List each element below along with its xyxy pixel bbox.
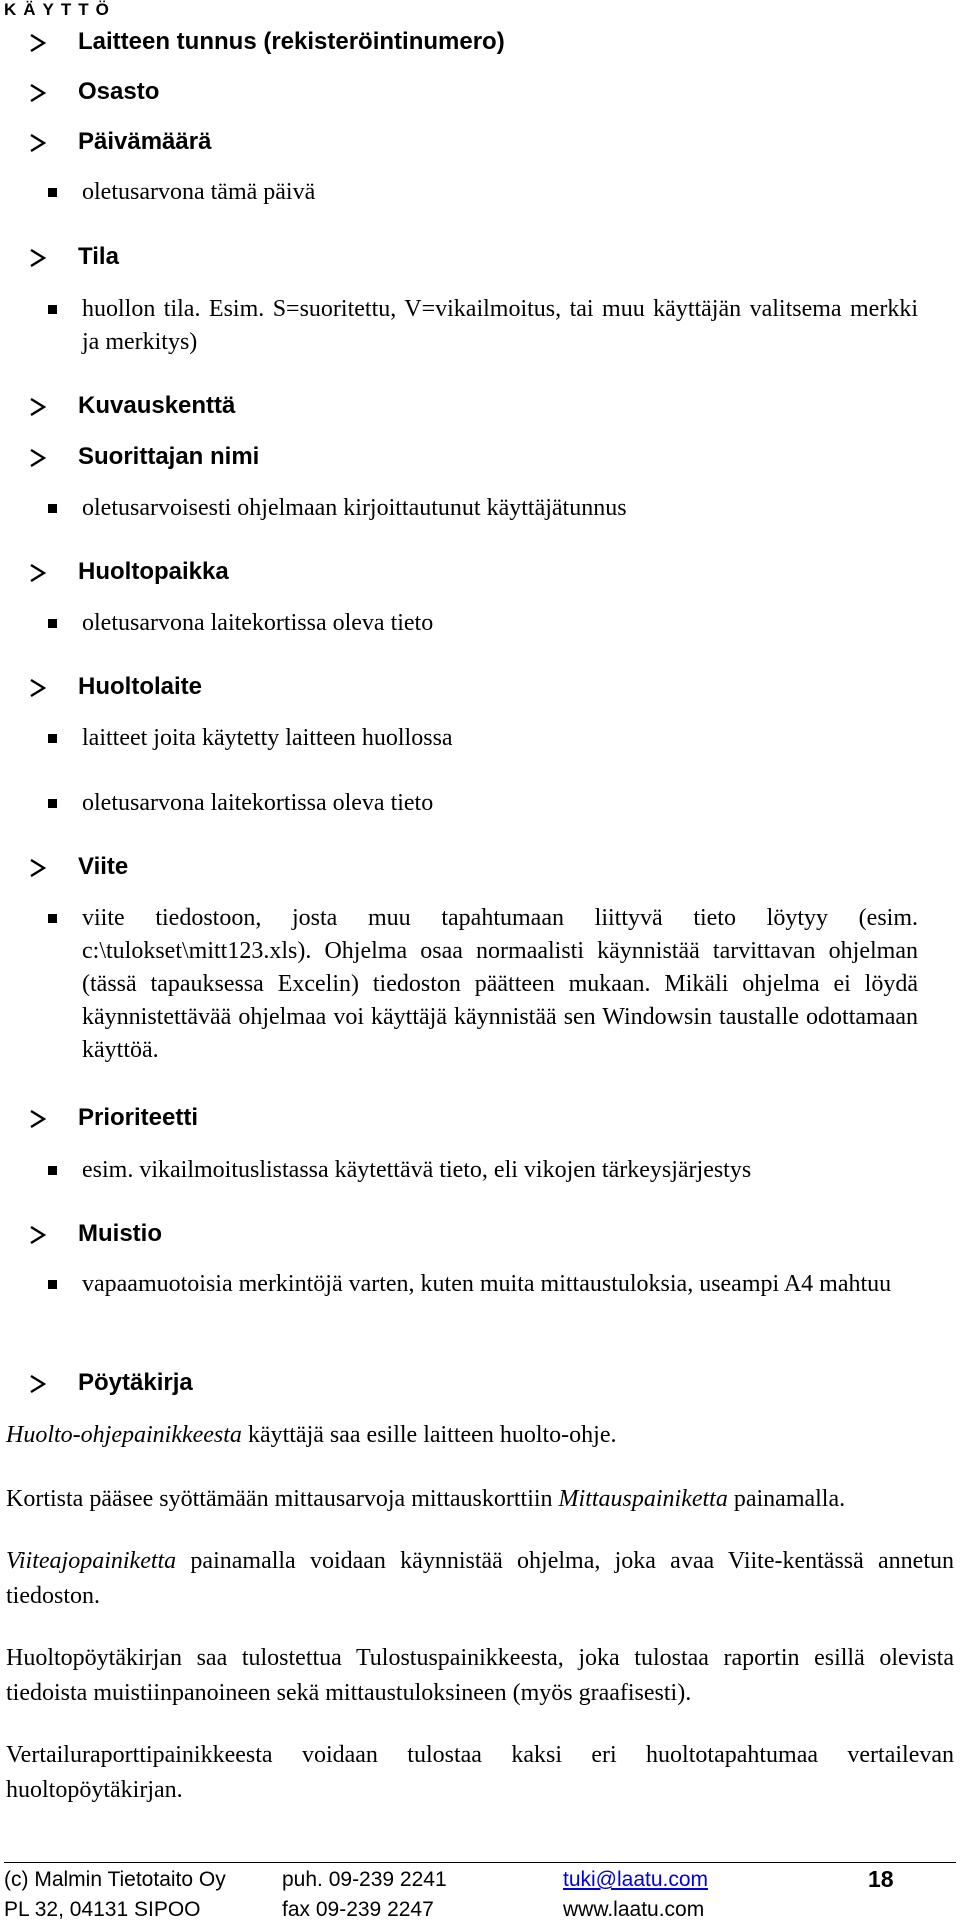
section-heading: Huoltolaite <box>30 673 202 701</box>
arrow-bullet-icon <box>30 443 60 471</box>
section-heading: Osasto <box>30 78 159 106</box>
footer-phone: puh. 09-239 2241 <box>282 1868 447 1891</box>
arrow-bullet-icon <box>30 1369 60 1397</box>
paragraph-tulostus: Huoltopöytäkirjan saa tulostettua Tulostuspainikkeesta, joka tulostaa raportin esillä olevista tiedoista muistiinpanoineen sekä mittaustuloksineen (myös graafisesti). <box>6 1645 954 1706</box>
arrow-bullet-icon <box>30 1104 60 1132</box>
square-bullet-icon <box>48 504 57 513</box>
page-number: 18 <box>868 1866 894 1892</box>
section-heading: Laitteen tunnus (rekisteröintinumero) <box>30 28 505 56</box>
square-bullet-icon <box>48 305 57 314</box>
section-heading: Suorittajan nimi <box>30 443 259 471</box>
paragraph-mittaus: Kortista pääsee syöttämään mittausarvoja mittauskorttiin Mittauspainiketta painamalla. <box>6 1486 846 1512</box>
footer-company: (c) Malmin Tietotaito Oy <box>4 1868 226 1891</box>
list-item: vapaamuotoisia merkintöjä varten, kuten muita mittaustuloksia, useampi A4 mahtuu <box>48 1268 918 1301</box>
list-item: oletusarvona tämä päivä <box>48 176 918 209</box>
paragraph-viiteajo: Viiteajopainiketta painamalla voidaan käynnistää ohjelma, joka avaa Viite-kentässä annetun tiedoston. <box>6 1548 954 1609</box>
page-header-label: KÄYTTÖ <box>4 0 116 19</box>
list-item: oletusarvoisesti ohjelmaan kirjoittautunut käyttäjätunnus <box>48 492 918 525</box>
arrow-bullet-icon <box>30 853 60 881</box>
list-item: oletusarvona laitekortissa oleva tieto <box>48 787 918 820</box>
square-bullet-icon <box>48 734 57 743</box>
arrow-bullet-icon <box>30 392 60 420</box>
paragraph-huolto-ohje: Huolto-ohjepainikkeesta käyttäjä saa esille laitteen huolto-ohje. <box>6 1422 617 1448</box>
square-bullet-icon <box>48 799 57 808</box>
section-heading: Päivämäärä <box>30 128 211 156</box>
arrow-bullet-icon <box>30 243 60 271</box>
footer-address: PL 32, 04131 SIPOO <box>4 1898 201 1921</box>
footer-website: www.laatu.com <box>563 1898 705 1921</box>
section-heading: Pöytäkirja <box>30 1369 193 1397</box>
section-heading: Tila <box>30 243 119 271</box>
square-bullet-icon <box>48 619 57 628</box>
section-heading: Huoltopaikka <box>30 558 229 586</box>
square-bullet-icon <box>48 188 57 197</box>
list-item: esim. vikailmoituslistassa käytettävä tieto, eli vikojen tärkeysjärjestys <box>48 1154 918 1187</box>
section-heading: Kuvauskenttä <box>30 392 235 420</box>
arrow-bullet-icon <box>30 128 60 156</box>
arrow-bullet-icon <box>30 78 60 106</box>
list-item: huollon tila. Esim. S=suoritettu, V=vikailmoitus, tai muu käyttäjän valitsema merkki ja merkitys) <box>48 293 918 359</box>
arrow-bullet-icon <box>30 558 60 586</box>
footer-fax: fax 09-239 2247 <box>282 1898 434 1921</box>
square-bullet-icon <box>48 1280 57 1289</box>
square-bullet-icon <box>48 1166 57 1175</box>
section-heading: Prioriteetti <box>30 1104 198 1132</box>
arrow-bullet-icon <box>30 673 60 701</box>
arrow-bullet-icon <box>30 28 60 56</box>
footer-divider <box>4 1862 956 1863</box>
list-item: oletusarvona laitekortissa oleva tieto <box>48 607 918 640</box>
arrow-bullet-icon <box>30 1220 60 1248</box>
paragraph-vertailu: Vertailuraporttipainikkeesta voidaan tulostaa kaksi eri huoltotapahtumaa vertailevan huoltopöytäkirjan. <box>6 1742 954 1803</box>
square-bullet-icon <box>48 914 57 923</box>
section-heading: Muistio <box>30 1220 162 1248</box>
list-item: laitteet joita käytetty laitteen huollossa <box>48 722 918 755</box>
section-heading: Viite <box>30 853 128 881</box>
footer-email-link[interactable]: tuki@laatu.com <box>563 1868 709 1891</box>
list-item: viite tiedostoon, josta muu tapahtumaan liittyvä tieto löytyy (esim. c:\tulokset\mitt123.xls). Ohjelma osaa normaalisti käynnistää tarvittavan ohjelman (tässä tapauksessa Excelin) tiedoston päätteen mukaan. Mikäli ohjelma ei löydä käynnistettävää ohjelmaa voi käyttäjä käynnistää sen Windowsin taustalle odottamaan käyttöä. <box>48 902 918 1067</box>
